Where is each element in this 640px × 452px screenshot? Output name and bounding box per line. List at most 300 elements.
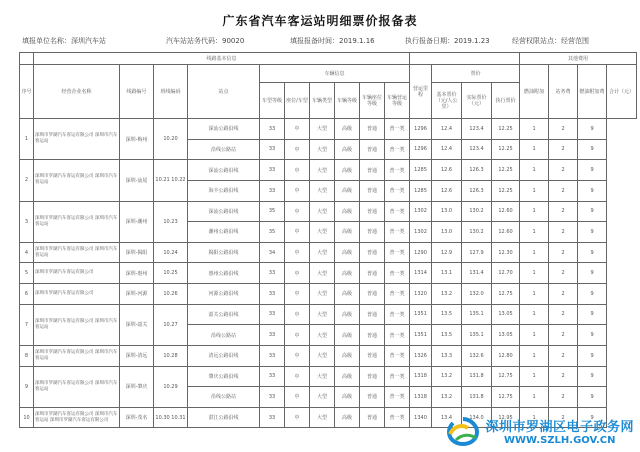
cell-no: 7 — [20, 304, 34, 345]
cell-company: 深圳市罗湖汽车客运有限公司 深圳市汽车客运站 — [34, 366, 120, 407]
cell-x1: 1 — [520, 263, 549, 284]
cell-grade: 高级 — [335, 387, 360, 408]
cell-x2: 2 — [549, 387, 578, 408]
cell-p2: 123.4 — [462, 139, 492, 160]
cell-p3: 13.05 — [492, 325, 520, 346]
cell-type: 大型 — [310, 284, 335, 305]
cell-cls: 普通 — [360, 201, 385, 222]
cell-grade: 高级 — [335, 263, 360, 284]
cell-p2: 123.4 — [462, 119, 492, 140]
cell-stop: 沿线公路站 — [188, 387, 260, 408]
cell-size: 中 — [285, 180, 310, 201]
cell-grade: 高级 — [335, 325, 360, 346]
cell-seat: 33 — [260, 366, 285, 387]
cell-stop: 肇庆公路沿线 — [188, 366, 260, 387]
cell-cls: 普通 — [360, 160, 385, 181]
cell-km: 1302 — [410, 201, 432, 222]
cell-km: 1285 — [410, 180, 432, 201]
cell-p1: 13.4 — [432, 407, 462, 428]
cell-p1: 12.6 — [432, 160, 462, 181]
header-blank-2 — [410, 53, 520, 65]
header-price-sub: 基本票价（元/人公里） — [432, 83, 462, 119]
cell-seat: 33 — [260, 407, 285, 428]
cell-cls: 普通 — [360, 284, 385, 305]
cell-x2: 2 — [549, 139, 578, 160]
cell-p3: 12.60 — [492, 201, 520, 222]
cell-km: 1320 — [410, 284, 432, 305]
table-row — [20, 201, 637, 222]
cell-cls: 普通 — [360, 387, 385, 408]
cell-type: 大型 — [310, 201, 335, 222]
cell-p3: 12.60 — [492, 222, 520, 243]
table-body — [20, 119, 637, 428]
cell-p2: 126.3 — [462, 160, 492, 181]
cell-op: 普一类 — [385, 345, 410, 366]
cell-km: 1326 — [410, 345, 432, 366]
cell-x2: 2 — [549, 201, 578, 222]
cell-op: 普一类 — [385, 325, 410, 346]
cell-x1: 1 — [520, 387, 549, 408]
cell-size: 中 — [285, 160, 310, 181]
cell-p1: 13.2 — [432, 366, 462, 387]
cell-route: 深圳-汕尾 — [120, 160, 154, 201]
meta-field — [22, 36, 106, 48]
cell-size: 中 — [285, 366, 310, 387]
header-bus-sub: 车辆类型 — [310, 83, 335, 119]
cell-p3: 12.75 — [492, 366, 520, 387]
cell-company: 深圳市罗湖汽车客运有限公司 深圳市汽车客运站 — [34, 201, 120, 242]
cell-type: 大型 — [310, 242, 335, 263]
cell-company: 深圳市罗湖汽车客运有限公司 — [34, 263, 120, 284]
cell-cls: 普通 — [360, 139, 385, 160]
cell-grade: 高级 — [335, 366, 360, 387]
cell-seat: 33 — [260, 304, 285, 325]
cell-x1: 1 — [520, 284, 549, 305]
meta-label: 填报单位名称： — [22, 37, 71, 45]
cell-p1: 13.5 — [432, 304, 462, 325]
cell-grade: 高级 — [335, 284, 360, 305]
cell-company: 深圳市罗湖汽车客运有限公司 深圳市汽车客运站 — [34, 160, 120, 201]
cell-code: 10.21 10.22 — [154, 160, 188, 201]
cell-p3: 12.95 — [492, 407, 520, 428]
cell-x3: 9 — [578, 139, 607, 160]
cell-op: 普一类 — [385, 366, 410, 387]
cell-p2: 127.9 — [462, 242, 492, 263]
table-row — [20, 160, 637, 181]
cell-op: 普一类 — [385, 304, 410, 325]
cell-stop: 沿线公路站 — [188, 325, 260, 346]
cell-seat: 33 — [260, 139, 285, 160]
table-row — [20, 345, 637, 366]
cell-size: 中 — [285, 242, 310, 263]
cell-seat: 35 — [260, 222, 285, 243]
header-price-sub: 实际票价（元） — [462, 83, 492, 119]
cell-seat: 33 — [260, 263, 285, 284]
header-extra: 其他费用 — [520, 53, 637, 65]
cell-x3: 9 — [578, 325, 607, 346]
cell-km: 1290 — [410, 242, 432, 263]
cell-type: 大型 — [310, 345, 335, 366]
cell-p3: 13.05 — [492, 304, 520, 325]
watermark-url: WWW.SZLH.GOV.CN — [504, 435, 616, 446]
cell-no: 6 — [20, 284, 34, 305]
cell-code: 10.23 — [154, 201, 188, 242]
cell-seat: 33 — [260, 119, 285, 140]
cell-seat: 34 — [260, 242, 285, 263]
header-bus-sub: 车型等级 — [260, 83, 285, 119]
header-line-code: 班线编码 — [154, 65, 188, 119]
cell-grade: 高级 — [335, 345, 360, 366]
meta-value: 2019.1.23 — [454, 37, 490, 45]
cell-x1: 1 — [520, 222, 549, 243]
cell-km: 1302 — [410, 222, 432, 243]
cell-stop: 沿线公路站 — [188, 139, 260, 160]
cell-x1: 1 — [520, 325, 549, 346]
cell-grade: 高级 — [335, 222, 360, 243]
meta-field — [290, 36, 375, 48]
cell-grade: 高级 — [335, 407, 360, 428]
cell-x1: 1 — [520, 160, 549, 181]
cell-stop: 潮州公路沿线 — [188, 222, 260, 243]
cell-x2: 2 — [549, 345, 578, 366]
cell-x2: 2 — [549, 325, 578, 346]
cell-code: 10.28 — [154, 345, 188, 366]
cell-no: 9 — [20, 366, 34, 407]
cell-x2: 2 — [549, 284, 578, 305]
cell-code: 10.24 — [154, 242, 188, 263]
cell-code: 10.27 — [154, 304, 188, 345]
cell-p2: 135.1 — [462, 325, 492, 346]
cell-op: 普一类 — [385, 180, 410, 201]
cell-op: 普一类 — [385, 407, 410, 428]
cell-p3: 12.75 — [492, 284, 520, 305]
document-title: 广东省汽车客运站明细票价报备表 — [222, 14, 418, 28]
cell-cls: 普通 — [360, 180, 385, 201]
meta-label: 填报报备时间： — [290, 37, 339, 45]
meta-field — [166, 36, 244, 48]
cell-company: 深圳市罗湖汽车客运有限公司 — [34, 284, 120, 305]
cell-p1: 13.0 — [432, 201, 462, 222]
cell-op: 普一类 — [385, 160, 410, 181]
cell-p1: 13.3 — [432, 345, 462, 366]
cell-no: 5 — [20, 263, 34, 284]
meta-value: 经营范围 — [561, 37, 589, 45]
cell-p2: 126.3 — [462, 180, 492, 201]
header-mileage: 营运里程 — [410, 65, 432, 119]
meta-label: 执行报备日期： — [405, 37, 454, 45]
cell-size: 中 — [285, 222, 310, 243]
watermark — [444, 416, 634, 446]
cell-seat: 33 — [260, 284, 285, 305]
cell-x1: 1 — [520, 180, 549, 201]
cell-seat: 33 — [260, 345, 285, 366]
cell-p1: 13.1 — [432, 263, 462, 284]
cell-p2: 132.0 — [462, 284, 492, 305]
cell-x3: 9 — [578, 304, 607, 325]
cell-stop: 清远公路沿线 — [188, 345, 260, 366]
cell-company: 深圳市罗湖汽车客运有限公司 深圳市汽车客运站 — [34, 345, 120, 366]
cell-size: 中 — [285, 407, 310, 428]
cell-x1: 1 — [520, 345, 549, 366]
cell-p2: 131.8 — [462, 366, 492, 387]
cell-p3: 12.30 — [492, 242, 520, 263]
cell-p1: 13.2 — [432, 284, 462, 305]
cell-no: 3 — [20, 201, 34, 242]
cell-p1: 12.9 — [432, 242, 462, 263]
cell-cls: 普通 — [360, 263, 385, 284]
cell-no: 4 — [20, 242, 34, 263]
cell-seat: 35 — [260, 201, 285, 222]
cell-type: 大型 — [310, 180, 335, 201]
cell-op: 普一类 — [385, 139, 410, 160]
cell-p1: 12.6 — [432, 180, 462, 201]
cell-x3: 9 — [578, 119, 607, 140]
cell-type: 大型 — [310, 139, 335, 160]
table-row — [20, 284, 637, 305]
cell-cls: 普通 — [360, 222, 385, 243]
cell-km: 1318 — [410, 366, 432, 387]
watermark-title: 深圳市罗湖区电子政务网 — [485, 420, 634, 435]
cell-op: 普一类 — [385, 263, 410, 284]
cell-seat: 33 — [260, 180, 285, 201]
cell-code: 10.30 10.31 — [154, 407, 188, 428]
cell-route: 深圳-河源 — [120, 284, 154, 305]
cell-no: 10 — [20, 407, 34, 428]
cell-x1: 1 — [520, 139, 549, 160]
cell-type: 大型 — [310, 304, 335, 325]
header-extra-3: 燃油附加费 — [578, 65, 607, 119]
header-no: 序号 — [20, 65, 34, 119]
cell-p3: 12.25 — [492, 180, 520, 201]
cell-x1: 1 — [520, 242, 549, 263]
cell-route: 深圳-梅州 — [120, 119, 154, 160]
cell-route: 深圳-揭阳 — [120, 242, 154, 263]
cell-op: 普一类 — [385, 222, 410, 243]
cell-route: 深圳-韶关 — [120, 304, 154, 345]
cell-size: 中 — [285, 263, 310, 284]
cell-p3: 12.70 — [492, 263, 520, 284]
cell-stop: 惠州公路沿线 — [188, 263, 260, 284]
cell-code: 10.26 — [154, 284, 188, 305]
cell-x3: 9 — [578, 160, 607, 181]
table-row — [20, 304, 637, 325]
cell-x2: 2 — [549, 160, 578, 181]
cell-p3: 12.25 — [492, 119, 520, 140]
cell-km: 1340 — [410, 407, 432, 428]
cell-p2: 131.4 — [462, 263, 492, 284]
cell-op: 普一类 — [385, 284, 410, 305]
cell-company: 深圳市罗湖汽车客运有限公司 深圳市汽车客运站 深圳市罗湖汽车客运有限公司 — [34, 407, 120, 428]
cell-p2: 130.2 — [462, 201, 492, 222]
meta-value: 深圳汽车站 — [71, 37, 106, 45]
header-extra-4: 合计（元） — [607, 65, 637, 119]
cell-cls: 普通 — [360, 304, 385, 325]
cell-size: 中 — [285, 345, 310, 366]
meta-value: 2019.1.16 — [339, 37, 375, 45]
cell-stop: 海丰公路沿线 — [188, 180, 260, 201]
cell-cls: 普通 — [360, 366, 385, 387]
cell-size: 中 — [285, 304, 310, 325]
cell-stop: 湛江公路沿线 — [188, 407, 260, 428]
cell-type: 大型 — [310, 407, 335, 428]
cell-p3: 12.25 — [492, 139, 520, 160]
cell-size: 中 — [285, 119, 310, 140]
cell-no: 8 — [20, 345, 34, 366]
cell-op: 普一类 — [385, 119, 410, 140]
cell-km: 1296 — [410, 119, 432, 140]
cell-size: 中 — [285, 284, 310, 305]
cell-grade: 高级 — [335, 304, 360, 325]
cell-x1: 1 — [520, 304, 549, 325]
cell-type: 大型 — [310, 325, 335, 346]
cell-p2: 131.8 — [462, 387, 492, 408]
cell-type: 大型 — [310, 387, 335, 408]
cell-grade: 高级 — [335, 119, 360, 140]
cell-x2: 2 — [549, 263, 578, 284]
cell-route: 深圳-惠州 — [120, 263, 154, 284]
header-price: 票价 — [432, 65, 520, 83]
cell-x3: 9 — [578, 201, 607, 222]
header-blank — [20, 53, 34, 65]
cell-company: 深圳市罗湖汽车客运有限公司 深圳市汽车客运站 — [34, 242, 120, 263]
cell-cls: 普通 — [360, 407, 385, 428]
cell-size: 中 — [285, 201, 310, 222]
header-bus-sub: 座位/车型 — [285, 83, 310, 119]
report-table — [19, 52, 637, 428]
cell-op: 普一类 — [385, 242, 410, 263]
header-bus-sub: 车辆座位等级 — [360, 83, 385, 119]
cell-route: 深圳-潮州 — [120, 201, 154, 242]
cell-p1: 13.2 — [432, 387, 462, 408]
cell-x1: 1 — [520, 201, 549, 222]
cell-x2: 2 — [549, 222, 578, 243]
cell-cls: 普通 — [360, 242, 385, 263]
cell-seat: 33 — [260, 160, 285, 181]
cell-type: 大型 — [310, 222, 335, 243]
cell-x3: 9 — [578, 387, 607, 408]
header-extra-2: 站务费 — [549, 65, 578, 119]
meta-field — [512, 36, 589, 48]
cell-no: 2 — [20, 160, 34, 201]
header-bus-info: 车辆信息 — [260, 65, 410, 83]
cell-x3: 9 — [578, 366, 607, 387]
header-route-no: 线路编号 — [120, 65, 154, 119]
table-row — [20, 242, 637, 263]
cell-cls: 普通 — [360, 119, 385, 140]
header-extra-1: 燃油附加 — [520, 65, 549, 119]
cell-x3: 9 — [578, 242, 607, 263]
cell-code: 10.20 — [154, 119, 188, 160]
cell-seat: 33 — [260, 325, 285, 346]
table-row — [20, 263, 637, 284]
cell-x2: 2 — [549, 304, 578, 325]
header-stops: 站点 — [188, 65, 260, 119]
cell-grade: 高级 — [335, 160, 360, 181]
cell-code: 10.25 — [154, 263, 188, 284]
cell-p1: 13.0 — [432, 222, 462, 243]
cell-p1: 12.4 — [432, 139, 462, 160]
table-row — [20, 366, 637, 387]
cell-company: 深圳市罗湖汽车客运有限公司 深圳市汽车客运站 — [34, 119, 120, 160]
cell-km: 1285 — [410, 160, 432, 181]
cell-grade: 高级 — [335, 242, 360, 263]
table-row — [20, 119, 637, 140]
cell-p2: 135.1 — [462, 304, 492, 325]
cell-size: 中 — [285, 139, 310, 160]
cell-x1: 1 — [520, 407, 549, 428]
cell-p1: 12.4 — [432, 119, 462, 140]
cell-stop: 深汕公路沿线 — [188, 160, 260, 181]
cell-grade: 高级 — [335, 139, 360, 160]
cell-x2: 2 — [549, 180, 578, 201]
cell-company: 深圳市罗湖汽车客运有限公司 深圳市汽车客运站 — [34, 304, 120, 345]
cell-p1: 13.5 — [432, 325, 462, 346]
cell-p2: 134.0 — [462, 407, 492, 428]
cell-op: 普一类 — [385, 201, 410, 222]
cell-x3: 9 — [578, 407, 607, 428]
cell-x2: 2 — [549, 242, 578, 263]
meta-field — [405, 36, 490, 48]
cell-km: 1296 — [410, 139, 432, 160]
cell-p3: 12.80 — [492, 345, 520, 366]
cell-x1: 1 — [520, 119, 549, 140]
cell-km: 1351 — [410, 304, 432, 325]
cell-size: 中 — [285, 325, 310, 346]
cell-type: 大型 — [310, 160, 335, 181]
cell-x3: 9 — [578, 345, 607, 366]
cell-stop: 河源公路沿线 — [188, 284, 260, 305]
cell-x2: 2 — [549, 407, 578, 428]
cell-p3: 12.75 — [492, 387, 520, 408]
header-bus-sub: 车辆等级 — [335, 83, 360, 119]
cell-stop: 深汕公路沿线 — [188, 201, 260, 222]
header-company: 经营企业名称 — [34, 65, 120, 119]
cell-route: 深圳-清远 — [120, 345, 154, 366]
cell-type: 大型 — [310, 263, 335, 284]
cell-op: 普一类 — [385, 387, 410, 408]
cell-route: 深圳-肇庆 — [120, 366, 154, 407]
cell-x3: 9 — [578, 180, 607, 201]
cell-stop: 揭阳公路沿线 — [188, 242, 260, 263]
cell-x3: 9 — [578, 284, 607, 305]
cell-no: 1 — [20, 119, 34, 160]
cell-size: 中 — [285, 387, 310, 408]
szlh-logo-icon — [444, 416, 482, 446]
cell-route: 深圳-茂名 — [120, 407, 154, 428]
meta-value: 90020 — [222, 37, 245, 45]
cell-p2: 132.6 — [462, 345, 492, 366]
cell-x2: 2 — [549, 119, 578, 140]
cell-grade: 高级 — [335, 201, 360, 222]
cell-type: 大型 — [310, 366, 335, 387]
cell-x1: 1 — [520, 366, 549, 387]
meta-label: 经营权限站点： — [512, 37, 561, 45]
cell-x3: 9 — [578, 263, 607, 284]
cell-x3: 9 — [578, 222, 607, 243]
cell-km: 1314 — [410, 263, 432, 284]
cell-type: 大型 — [310, 119, 335, 140]
cell-x2: 2 — [549, 366, 578, 387]
cell-p2: 130.2 — [462, 222, 492, 243]
cell-cls: 普通 — [360, 325, 385, 346]
meta-label: 汽车站站务代码： — [166, 37, 222, 45]
header-price-sub: 执行票价 — [492, 83, 520, 119]
cell-seat: 33 — [260, 387, 285, 408]
header-basic-info: 线路基本信息 — [34, 53, 410, 65]
cell-km: 1351 — [410, 325, 432, 346]
cell-grade: 高级 — [335, 180, 360, 201]
cell-p3: 12.25 — [492, 160, 520, 181]
